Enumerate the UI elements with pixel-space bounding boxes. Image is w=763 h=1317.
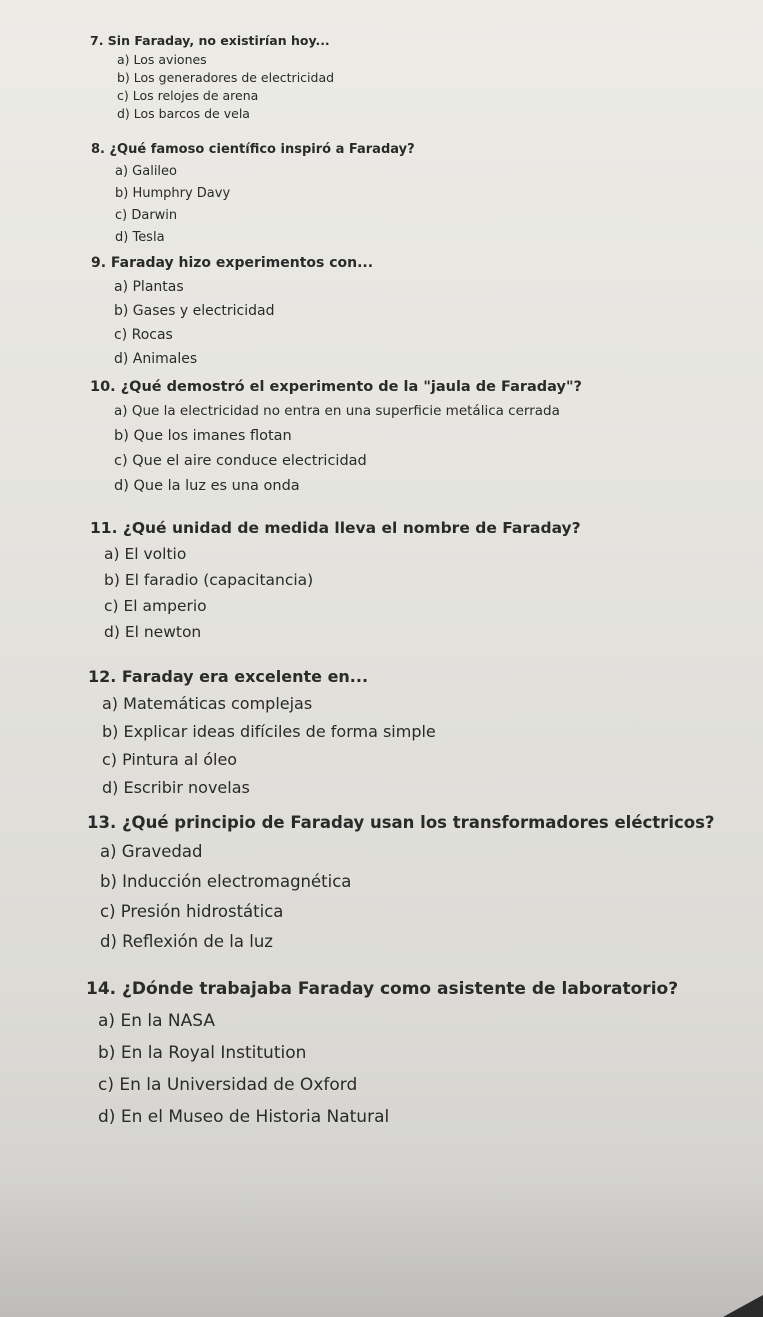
option-c: c) Presión hidrostática xyxy=(100,902,284,921)
question-title: 11. ¿Qué unidad de medida lleva el nombre de Faraday? xyxy=(90,519,581,537)
question-7 xyxy=(90,33,334,123)
question-title: 13. ¿Qué principio de Faraday usan los transformadores eléctricos? xyxy=(87,813,715,832)
option-d: d) Animales xyxy=(114,351,198,367)
option-a: a) Plantas xyxy=(114,279,184,295)
option-c: c) Los relojes de arena xyxy=(117,88,259,103)
option-b: b) Gases y electricidad xyxy=(114,303,275,319)
question-13 xyxy=(87,813,714,957)
option-d: d) Reflexión de la luz xyxy=(100,932,273,951)
question-title: 14. ¿Dónde trabajaba Faraday como asistente de laboratorio? xyxy=(86,979,679,999)
option-a: a) Matemáticas complejas xyxy=(102,694,313,713)
option-d: d) El newton xyxy=(104,623,202,641)
option-b: b) Explicar ideas difíciles de forma simple xyxy=(102,722,436,741)
question-8 xyxy=(91,142,415,249)
option-a: a) En la NASA xyxy=(98,1011,215,1031)
option-c: c) El amperio xyxy=(104,597,207,615)
question-title: 7. Sin Faraday, no existirían hoy... xyxy=(90,33,330,48)
dark-corner xyxy=(723,1295,763,1317)
option-a: a) Los aviones xyxy=(117,52,207,67)
option-b: b) En la Royal Institution xyxy=(98,1043,307,1063)
question-9 xyxy=(91,255,373,371)
paper-shadow xyxy=(0,1167,763,1317)
option-a: a) El voltio xyxy=(104,545,187,563)
option-c: c) Que el aire conduce electricidad xyxy=(114,453,367,469)
question-14 xyxy=(86,979,678,1133)
question-title: 12. Faraday era excelente en... xyxy=(88,667,369,686)
option-b: b) Los generadores de electricidad xyxy=(117,70,335,85)
option-d: d) Los barcos de vela xyxy=(117,106,250,121)
option-d: d) Escribir novelas xyxy=(102,778,250,797)
question-12 xyxy=(88,667,436,802)
option-c: c) En la Universidad de Oxford xyxy=(98,1075,358,1095)
option-b: b) Humphry Davy xyxy=(115,186,231,201)
option-d: d) En el Museo de Historia Natural xyxy=(98,1107,390,1127)
option-b: b) Que los imanes flotan xyxy=(114,428,292,444)
option-c: c) Darwin xyxy=(115,208,178,223)
option-c: c) Rocas xyxy=(114,327,173,343)
option-a: a) Gravedad xyxy=(100,842,203,861)
question-title: 8. ¿Qué famoso científico inspiró a Faraday? xyxy=(91,142,415,157)
option-b: b) El faradio (capacitancia) xyxy=(104,571,314,589)
option-d: d) Que la luz es una onda xyxy=(114,478,300,494)
option-d: d) Tesla xyxy=(115,230,165,245)
question-11 xyxy=(90,519,581,645)
option-a: a) Galileo xyxy=(115,164,177,179)
option-c: c) Pintura al óleo xyxy=(102,750,238,769)
question-title: 9. Faraday hizo experimentos con... xyxy=(91,255,374,271)
question-title: 10. ¿Qué demostró el experimento de la "jaula de Faraday"? xyxy=(90,379,582,395)
option-a: a) Que la electricidad no entra en una superficie metálica cerrada xyxy=(114,403,560,419)
question-10 xyxy=(90,379,582,499)
option-b: b) Inducción electromagnética xyxy=(100,872,352,891)
